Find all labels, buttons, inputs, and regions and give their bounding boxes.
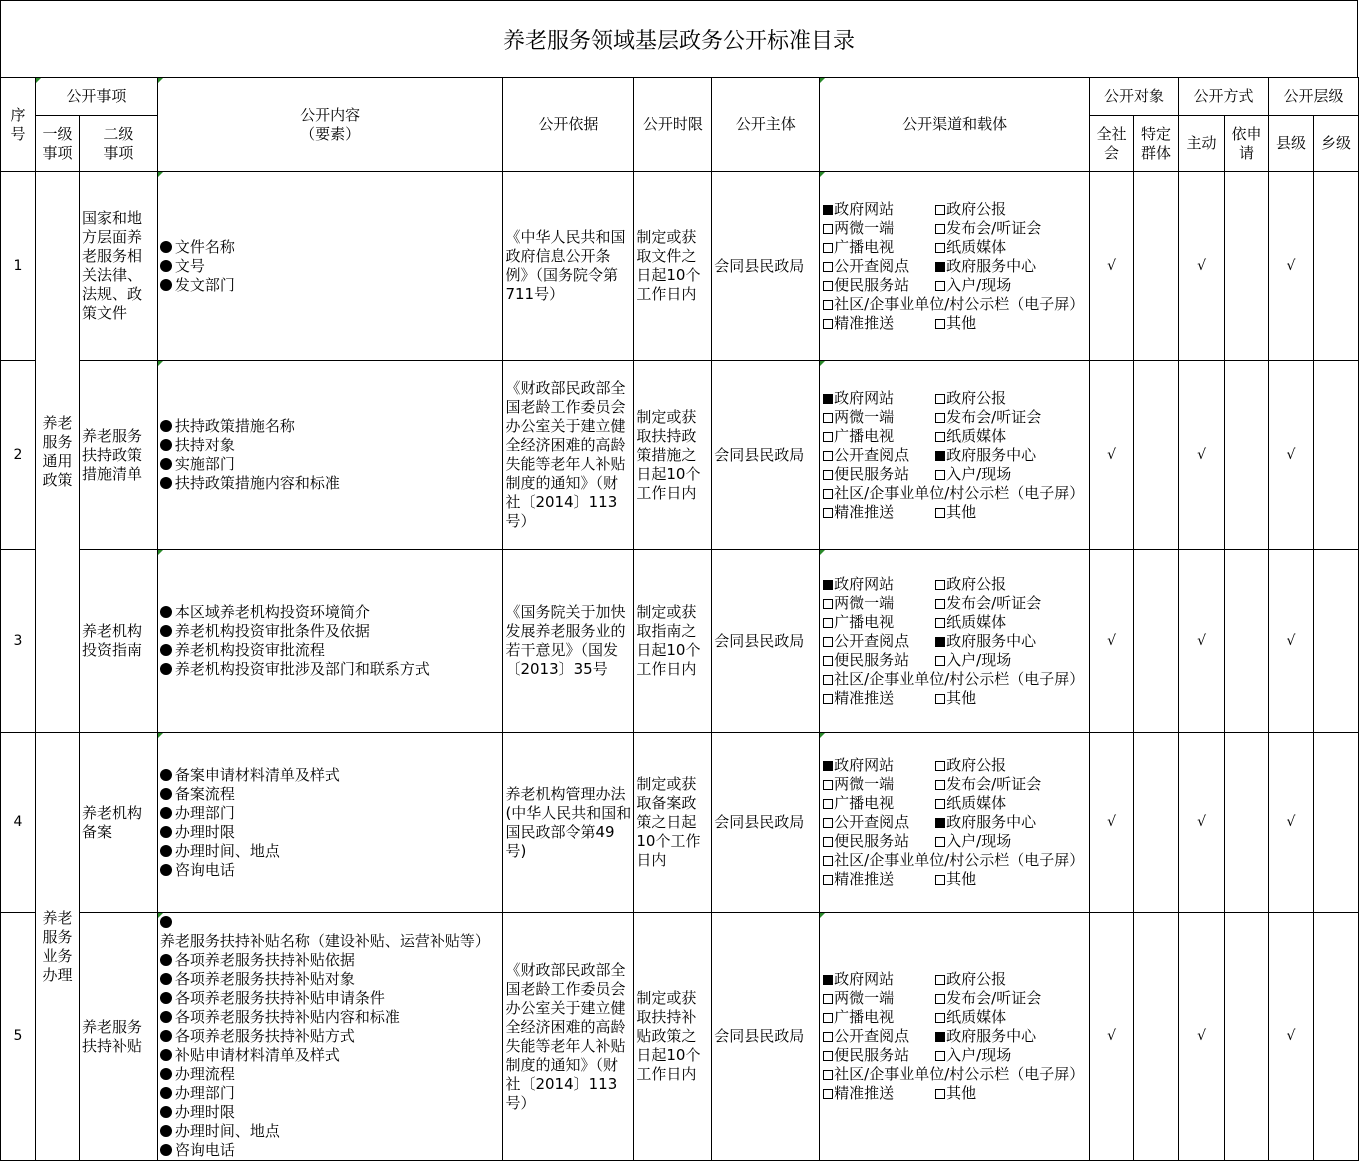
channel-option: 其他: [935, 314, 976, 332]
channel-option: 入户/现场: [935, 276, 1011, 294]
channel-option: 广播电视: [823, 1008, 894, 1026]
channel-option: 广播电视: [823, 613, 894, 631]
bullet-icon: [160, 241, 172, 253]
method-apply-cell: [1225, 913, 1269, 1161]
channel-option: 公开查阅点: [823, 446, 909, 464]
unchecked-box-icon: [823, 856, 833, 866]
channel-option: 其他: [935, 689, 976, 707]
channels-cell: [820, 733, 1090, 913]
header-method: 公开方式: [1179, 78, 1269, 116]
content-item: 各项养老服务扶持补贴内容和标准: [160, 1008, 501, 1027]
method-apply-cell: [1225, 550, 1269, 733]
bullet-icon: [160, 807, 172, 819]
channel-option: 入户/现场: [935, 832, 1011, 850]
header-subject: 公开主体: [712, 78, 820, 172]
channel-option: 精准推送: [823, 870, 894, 888]
content-list: [157, 550, 503, 733]
content-item: 办理部门: [160, 804, 501, 823]
check-mark: √: [1197, 1028, 1206, 1044]
unchecked-box-icon: [935, 319, 945, 329]
content-item: 办理部门: [160, 1084, 501, 1103]
level-county-cell: [1268, 172, 1313, 361]
method-apply-cell: [1225, 172, 1269, 361]
target-all-cell: [1090, 733, 1134, 913]
unchecked-box-icon: [823, 319, 833, 329]
channels-cell: [820, 361, 1090, 550]
unchecked-box-icon: [823, 413, 833, 423]
level2-item: 国家和地方层面养老服务相关法律、法规、政策文件: [79, 172, 157, 361]
content-list: [157, 361, 503, 550]
channel-option: 发布会/听证会: [935, 989, 1041, 1007]
unchecked-box-icon: [935, 281, 945, 291]
unchecked-box-icon: [823, 818, 833, 828]
level2-item: 养老服务扶持政策措施清单: [79, 361, 157, 550]
channel-option: 社区/企事业单位/村公示栏（电子屏）: [823, 484, 1084, 502]
table-row: [1, 361, 1359, 550]
unchecked-box-icon: [935, 975, 945, 985]
checked-box-icon: [823, 205, 833, 215]
table-row: [1, 733, 1359, 913]
unchecked-box-icon: [935, 413, 945, 423]
channel-option: 便民服务站: [823, 651, 909, 669]
channel-option: 广播电视: [823, 238, 894, 256]
table-row: [1, 172, 1359, 361]
header-method-active: 主动: [1179, 116, 1225, 172]
bullet-icon: [160, 916, 172, 928]
channel-option: 广播电视: [823, 794, 894, 812]
basis-cell: 《财政部民政部全国老龄工作委员会办公室关于建立健全经济困难的高龄失能等老年人补贴制度的通知》（财社〔2014〕113号）: [503, 361, 634, 550]
header-channels: 公开渠道和载体: [820, 78, 1090, 172]
channel-option: 发布会/听证会: [935, 408, 1041, 426]
unchecked-box-icon: [823, 470, 833, 480]
unchecked-box-icon: [823, 1070, 833, 1080]
unchecked-box-icon: [935, 1013, 945, 1023]
checked-box-icon: [935, 1032, 945, 1042]
channel-option: 政府公报: [935, 756, 1006, 774]
time-limit-cell: 制定或获取扶持政策措施之日起10个工作日内: [634, 361, 712, 550]
target-specific-cell: [1134, 550, 1179, 733]
time-limit-cell: 制定或获取扶持补贴政策之日起10个工作日内: [634, 913, 712, 1161]
basis-cell: 养老机构管理办法(中华人民共和国和国民政部令第49号): [503, 733, 634, 913]
method-active-cell: [1179, 172, 1225, 361]
level-town-cell: [1313, 361, 1358, 550]
content-item: 各项养老服务扶持补贴对象: [160, 970, 501, 989]
page-title: 养老服务领域基层政务公开标准目录: [0, 0, 1358, 77]
channel-option: 公开查阅点: [823, 813, 909, 831]
unchecked-box-icon: [823, 675, 833, 685]
channel-option: 入户/现场: [935, 1046, 1011, 1064]
target-specific-cell: [1134, 913, 1179, 1161]
channel-option: 政府服务中心: [935, 257, 1036, 275]
time-limit-cell: 制定或获取指南之日起10个工作日内: [634, 550, 712, 733]
unchecked-box-icon: [935, 394, 945, 404]
content-list: [157, 913, 503, 1161]
channel-option: 政府公报: [935, 970, 1006, 988]
channel-option: 社区/企事业单位/村公示栏（电子屏）: [823, 851, 1084, 869]
level-town-cell: [1313, 172, 1358, 361]
checked-box-icon: [823, 975, 833, 985]
header-level1: 一级事项: [35, 116, 79, 172]
content-item: 实施部门: [160, 455, 501, 474]
check-mark: √: [1286, 446, 1296, 463]
channel-option: 发布会/听证会: [935, 775, 1041, 793]
unchecked-box-icon: [935, 580, 945, 590]
channels-cell: [820, 550, 1090, 733]
checked-box-icon: [935, 637, 945, 647]
unchecked-box-icon: [935, 694, 945, 704]
unchecked-box-icon: [935, 875, 945, 885]
content-item: 补贴申请材料清单及样式: [160, 1046, 501, 1065]
unchecked-box-icon: [823, 1032, 833, 1042]
channel-option: 便民服务站: [823, 465, 909, 483]
unchecked-box-icon: [823, 637, 833, 647]
channel-option: 政府公报: [935, 389, 1006, 407]
bullet-icon: [160, 769, 172, 781]
channel-option: 政府服务中心: [935, 1027, 1036, 1045]
bullet-icon: [160, 954, 172, 966]
channel-option: 纸质媒体: [935, 794, 1006, 812]
unchecked-box-icon: [935, 508, 945, 518]
content-item: 各项养老服务扶持补贴方式: [160, 1027, 501, 1046]
bullet-icon: [160, 439, 172, 451]
unchecked-box-icon: [935, 799, 945, 809]
unchecked-box-icon: [823, 1089, 833, 1099]
channel-option: 政府网站: [823, 756, 894, 774]
unchecked-box-icon: [935, 224, 945, 234]
header-basis: 公开依据: [503, 78, 634, 172]
row-seq: 3: [1, 550, 36, 733]
channel-option: 两微一端: [823, 408, 894, 426]
channel-option: 精准推送: [823, 314, 894, 332]
unchecked-box-icon: [823, 618, 833, 628]
content-item: 文号: [160, 257, 501, 276]
content-item: 办理时限: [160, 1103, 501, 1122]
content-item: 文件名称: [160, 238, 501, 257]
checked-box-icon: [823, 580, 833, 590]
bullet-icon: [160, 1144, 172, 1156]
content-item: 扶持政策措施内容和标准: [160, 474, 501, 493]
unchecked-box-icon: [935, 1051, 945, 1061]
basis-cell: 《中华人民共和国政府信息公开条例》（国务院令第711号）: [503, 172, 634, 361]
channel-option: 社区/企事业单位/村公示栏（电子屏）: [823, 295, 1084, 313]
unchecked-box-icon: [935, 780, 945, 790]
level2-item: 养老机构投资指南: [79, 550, 157, 733]
level-county-cell: [1268, 733, 1313, 913]
unchecked-box-icon: [823, 875, 833, 885]
channel-option: 政府服务中心: [935, 446, 1036, 464]
content-item: 咨询电话: [160, 861, 501, 880]
channel-option: 精准推送: [823, 503, 894, 521]
content-item: 备案申请材料清单及样式: [160, 766, 501, 785]
method-active-cell: [1179, 550, 1225, 733]
header-method-apply: 依申请: [1225, 116, 1269, 172]
header-seq: 序号: [1, 78, 36, 172]
channel-option: 入户/现场: [935, 651, 1011, 669]
unchecked-box-icon: [935, 837, 945, 847]
header-level: 公开层级: [1268, 78, 1358, 116]
bullet-icon: [160, 788, 172, 800]
subject-cell: 会同县民政局: [712, 361, 820, 550]
channel-option: 纸质媒体: [935, 1008, 1006, 1026]
unchecked-box-icon: [823, 994, 833, 1004]
level1-item: 养老服务通用政策: [35, 172, 79, 733]
unchecked-box-icon: [823, 656, 833, 666]
checked-box-icon: [823, 394, 833, 404]
row-seq: 4: [1, 733, 36, 913]
content-item: 办理时间、地点: [160, 1122, 501, 1141]
target-specific-cell: [1134, 733, 1179, 913]
channel-option: 两微一端: [823, 989, 894, 1007]
channel-option: 政府公报: [935, 575, 1006, 593]
check-mark: √: [1286, 257, 1296, 274]
header-target: 公开对象: [1090, 78, 1179, 116]
checked-box-icon: [935, 818, 945, 828]
channel-option: 政府服务中心: [935, 813, 1036, 831]
content-item: 办理时限: [160, 823, 501, 842]
method-active-cell: [1179, 733, 1225, 913]
content-item: 各项养老服务扶持补贴申请条件: [160, 989, 501, 1008]
unchecked-box-icon: [823, 281, 833, 291]
unchecked-box-icon: [823, 300, 833, 310]
content-item: 办理时间、地点: [160, 842, 501, 861]
bullet-icon: [160, 644, 172, 656]
channel-option: 其他: [935, 870, 976, 888]
time-limit-cell: 制定或获取文件之日起10个工作日内: [634, 172, 712, 361]
level1-item: 养老服务业务办理: [35, 733, 79, 1161]
unchecked-box-icon: [935, 994, 945, 1004]
content-list: [157, 172, 503, 361]
channel-option: 便民服务站: [823, 832, 909, 850]
unchecked-box-icon: [935, 205, 945, 215]
channel-option: 其他: [935, 503, 976, 521]
unchecked-box-icon: [823, 694, 833, 704]
unchecked-box-icon: [823, 224, 833, 234]
content-list: [157, 733, 503, 913]
channel-option: 两微一端: [823, 594, 894, 612]
check-mark: √: [1286, 814, 1296, 830]
channel-option: 两微一端: [823, 219, 894, 237]
check-mark: √: [1286, 632, 1296, 649]
unchecked-box-icon: [823, 489, 833, 499]
bullet-icon: [160, 1087, 172, 1099]
bullet-icon: [160, 1011, 172, 1023]
bullet-icon: [160, 992, 172, 1004]
header-target-specific: 特定群体: [1134, 116, 1179, 172]
unchecked-box-icon: [935, 432, 945, 442]
target-specific-cell: [1134, 361, 1179, 550]
bullet-icon: [160, 1125, 172, 1137]
bullet-icon: [160, 864, 172, 876]
bullet-icon: [160, 625, 172, 637]
basis-cell: 《财政部民政部全国老龄工作委员会办公室关于建立健全经济困难的高龄失能等老年人补贴制度的通知》（财社〔2014〕113号）: [503, 913, 634, 1161]
table-row: [1, 550, 1359, 733]
channel-option: 发布会/听证会: [935, 219, 1041, 237]
header-time-limit: 公开时限: [634, 78, 712, 172]
unchecked-box-icon: [935, 599, 945, 609]
channel-option: 发布会/听证会: [935, 594, 1041, 612]
level-county-cell: [1268, 550, 1313, 733]
header-target-all: 全社会: [1090, 116, 1134, 172]
channel-option: 社区/企事业单位/村公示栏（电子屏）: [823, 670, 1084, 688]
check-mark: √: [1197, 814, 1206, 830]
bullet-icon: [160, 260, 172, 272]
subject-cell: 会同县民政局: [712, 913, 820, 1161]
subject-cell: 会同县民政局: [712, 733, 820, 913]
content-item: 扶持对象: [160, 436, 501, 455]
bullet-icon: [160, 420, 172, 432]
check-mark: √: [1197, 446, 1206, 463]
channel-option: 入户/现场: [935, 465, 1011, 483]
unchecked-box-icon: [823, 432, 833, 442]
unchecked-box-icon: [935, 761, 945, 771]
method-apply-cell: [1225, 733, 1269, 913]
channel-option: 政府公报: [935, 200, 1006, 218]
bullet-icon: [160, 1068, 172, 1080]
bullet-icon: [160, 477, 172, 489]
bullet-icon: [160, 1049, 172, 1061]
check-mark: √: [1107, 1028, 1117, 1044]
target-all-cell: [1090, 172, 1134, 361]
header-items-group: 公开事项: [35, 78, 157, 116]
header-content: 公开内容 （要素）: [157, 78, 503, 172]
bullet-icon: [160, 279, 172, 291]
channel-option: 政府网站: [823, 970, 894, 988]
unchecked-box-icon: [823, 799, 833, 809]
bullet-icon: [160, 973, 172, 985]
check-mark: √: [1107, 257, 1117, 274]
target-specific-cell: [1134, 172, 1179, 361]
check-mark: √: [1107, 632, 1117, 649]
content-item: 本区域养老机构投资环境简介: [160, 603, 501, 622]
level-county-cell: [1268, 361, 1313, 550]
channel-option: 纸质媒体: [935, 427, 1006, 445]
bullet-icon: [160, 845, 172, 857]
check-mark: √: [1197, 632, 1206, 649]
channels-cell: [820, 913, 1090, 1161]
channel-option: 便民服务站: [823, 1046, 909, 1064]
level2-item: 养老服务扶持补贴: [79, 913, 157, 1161]
header-level-county: 县级: [1268, 116, 1313, 172]
unchecked-box-icon: [823, 837, 833, 847]
channel-option: 两微一端: [823, 775, 894, 793]
basis-cell: 《国务院关于加快发展养老服务业的若干意见》（国发〔2013〕35号: [503, 550, 634, 733]
header-level-town: 乡级: [1313, 116, 1358, 172]
channel-option: 政府网站: [823, 200, 894, 218]
unchecked-box-icon: [935, 1089, 945, 1099]
bullet-icon: [160, 458, 172, 470]
channel-option: 精准推送: [823, 689, 894, 707]
row-seq: 2: [1, 361, 36, 550]
unchecked-box-icon: [823, 780, 833, 790]
unchecked-box-icon: [935, 243, 945, 253]
method-apply-cell: [1225, 361, 1269, 550]
header-level2: 二级事项: [79, 116, 157, 172]
table-row: [1, 913, 1359, 1161]
bullet-icon: [160, 663, 172, 675]
channel-option: 政府服务中心: [935, 632, 1036, 650]
channel-option: 广播电视: [823, 427, 894, 445]
unchecked-box-icon: [823, 1013, 833, 1023]
checked-box-icon: [935, 451, 945, 461]
table-body: [1, 172, 1359, 1161]
row-seq: 5: [1, 913, 36, 1161]
check-mark: √: [1107, 814, 1117, 830]
subject-cell: 会同县民政局: [712, 172, 820, 361]
channel-option: 纸质媒体: [935, 613, 1006, 631]
content-item: 养老机构投资审批条件及依据: [160, 622, 501, 641]
unchecked-box-icon: [823, 599, 833, 609]
content-item: 备案流程: [160, 785, 501, 804]
content-item: 咨询电话: [160, 1141, 501, 1160]
unchecked-box-icon: [823, 262, 833, 272]
bullet-icon: [160, 1106, 172, 1118]
unchecked-box-icon: [823, 451, 833, 461]
channel-option: 其他: [935, 1084, 976, 1102]
target-all-cell: [1090, 913, 1134, 1161]
method-active-cell: [1179, 361, 1225, 550]
channel-option: 社区/企事业单位/村公示栏（电子屏）: [823, 1065, 1084, 1083]
row-seq: 1: [1, 172, 36, 361]
content-item: 养老机构投资审批涉及部门和联系方式: [160, 660, 501, 679]
content-item: 办理流程: [160, 1065, 501, 1084]
channel-option: 纸质媒体: [935, 238, 1006, 256]
catalog-table: [0, 77, 1359, 1161]
unchecked-box-icon: [935, 470, 945, 480]
level-town-cell: [1313, 913, 1358, 1161]
channel-option: 公开查阅点: [823, 632, 909, 650]
unchecked-box-icon: [935, 618, 945, 628]
content-item: 发文部门: [160, 276, 501, 295]
channels-cell: [820, 172, 1090, 361]
check-mark: √: [1197, 257, 1206, 274]
check-mark: √: [1107, 446, 1117, 463]
check-mark: √: [1286, 1028, 1296, 1044]
content-item: 养老机构投资审批流程: [160, 641, 501, 660]
checked-box-icon: [823, 761, 833, 771]
level-town-cell: [1313, 550, 1358, 733]
time-limit-cell: 制定或获取备案政策之日起10个工作日内: [634, 733, 712, 913]
unchecked-box-icon: [823, 1051, 833, 1061]
content-item: 各项养老服务扶持补贴依据: [160, 951, 501, 970]
channel-option: 政府网站: [823, 389, 894, 407]
content-item: 养老服务扶持补贴名称（建设补贴、运营补贴等）: [160, 913, 501, 951]
content-item: 扶持政策措施名称: [160, 417, 501, 436]
unchecked-box-icon: [935, 656, 945, 666]
channel-option: 政府网站: [823, 575, 894, 593]
channel-option: 公开查阅点: [823, 257, 909, 275]
subject-cell: 会同县民政局: [712, 550, 820, 733]
bullet-icon: [160, 1030, 172, 1042]
unchecked-box-icon: [823, 243, 833, 253]
level-county-cell: [1268, 913, 1313, 1161]
level2-item: 养老机构备案: [79, 733, 157, 913]
level-town-cell: [1313, 733, 1358, 913]
target-all-cell: [1090, 550, 1134, 733]
unchecked-box-icon: [823, 508, 833, 518]
channel-option: 精准推送: [823, 1084, 894, 1102]
target-all-cell: [1090, 361, 1134, 550]
method-active-cell: [1179, 913, 1225, 1161]
bullet-icon: [160, 606, 172, 618]
channel-option: 便民服务站: [823, 276, 909, 294]
bullet-icon: [160, 826, 172, 838]
checked-box-icon: [935, 262, 945, 272]
channel-option: 公开查阅点: [823, 1027, 909, 1045]
